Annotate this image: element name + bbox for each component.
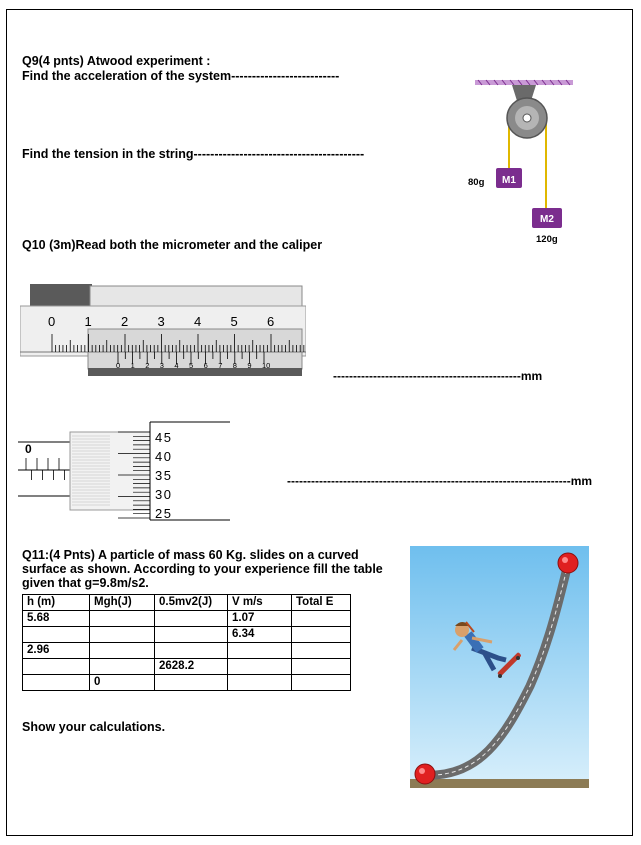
thimble-label: 40 bbox=[155, 449, 173, 464]
micrometer-sleeve-zero: 0 bbox=[25, 442, 32, 456]
q9-title: Q9(4 pnts) Atwood experiment : bbox=[22, 54, 211, 68]
q9-tension-prompt: Find the tension in the string----------------------------------------- bbox=[22, 147, 365, 161]
caliper-vernier-label: 6 bbox=[203, 361, 208, 370]
caliper-vernier-label: 7 bbox=[218, 361, 223, 370]
table-cell[interactable] bbox=[292, 627, 351, 643]
table-cell[interactable] bbox=[228, 659, 292, 675]
table-cell[interactable] bbox=[23, 659, 90, 675]
ball-top bbox=[558, 553, 578, 573]
calculations-prompt: Show your calculations. bbox=[22, 720, 166, 734]
header-ke: 0.5mv2(J) bbox=[155, 595, 228, 611]
table-cell[interactable] bbox=[155, 643, 228, 659]
caliper-vernier-label: 2 bbox=[145, 361, 150, 370]
mass-m1-label: M1 bbox=[502, 175, 516, 186]
thimble-label: 25 bbox=[155, 506, 173, 521]
q11-title: Q11:(4 Pnts) A particle of mass 60 Kg. slides on a curved surface as shown. According to your experience fill the table given that g=9.8m/s2. bbox=[22, 548, 383, 590]
caliper-main-label: 0 bbox=[48, 314, 56, 329]
thimble-label: 35 bbox=[155, 468, 173, 483]
caliper-jaw-top bbox=[30, 284, 92, 306]
table-cell[interactable]: 0 bbox=[90, 675, 155, 691]
header-mgh: Mgh(J) bbox=[90, 595, 155, 611]
table-cell[interactable] bbox=[155, 611, 228, 627]
thimble-label: 45 bbox=[155, 430, 173, 445]
caliper-main-label: 1 bbox=[84, 314, 92, 329]
table-cell[interactable] bbox=[292, 643, 351, 659]
table-cell[interactable]: 2628.2 bbox=[155, 659, 228, 675]
energy-table bbox=[22, 594, 351, 691]
caliper-vernier-label: 5 bbox=[189, 361, 194, 370]
caliper-main-label: 6 bbox=[267, 314, 275, 329]
table-cell[interactable] bbox=[292, 659, 351, 675]
micrometer-answer-line: -----------------------------------------------------------------------mm bbox=[287, 474, 593, 488]
table-cell[interactable]: 5.68 bbox=[23, 611, 90, 627]
caliper-vernier-label: 4 bbox=[174, 361, 179, 370]
micrometer-sleeve-scale bbox=[26, 458, 65, 480]
mass-m1-value: 80g bbox=[468, 177, 485, 188]
table-row bbox=[23, 611, 351, 627]
q9-acceleration-prompt: Find the acceleration of the system-------------------------- bbox=[22, 69, 340, 83]
caliper-main-label: 5 bbox=[230, 314, 238, 329]
curved-track-illustration bbox=[410, 546, 589, 788]
micrometer-thimble-labels bbox=[155, 430, 172, 521]
table-cell[interactable]: 2.96 bbox=[23, 643, 90, 659]
table-cell[interactable] bbox=[228, 675, 292, 691]
ground bbox=[410, 779, 589, 788]
caliper-vernier-label: 8 bbox=[232, 361, 237, 370]
table-cell[interactable] bbox=[155, 675, 228, 691]
table-row bbox=[23, 627, 351, 643]
header-total: Total E bbox=[292, 595, 351, 611]
q10-title: Q10 (3m)Read both the micrometer and the caliper bbox=[22, 238, 323, 252]
caliper-main-label: 3 bbox=[157, 314, 165, 329]
table-cell[interactable] bbox=[23, 627, 90, 643]
caliper-answer-line: -----------------------------------------------mm bbox=[333, 369, 543, 383]
table-cell[interactable] bbox=[155, 627, 228, 643]
table-cell[interactable] bbox=[292, 675, 351, 691]
caliper-main-label: 2 bbox=[121, 314, 129, 329]
table-row bbox=[23, 659, 351, 675]
table-cell[interactable] bbox=[292, 611, 351, 627]
thimble-label: 30 bbox=[155, 487, 173, 502]
table-cell[interactable] bbox=[90, 627, 155, 643]
table-row bbox=[23, 643, 351, 659]
table-row bbox=[23, 675, 351, 691]
micrometer-diagram bbox=[18, 420, 234, 522]
table-cell[interactable]: 1.07 bbox=[228, 611, 292, 627]
table-cell[interactable] bbox=[90, 611, 155, 627]
caliper-vernier-label: 1 bbox=[130, 361, 135, 370]
table-cell[interactable] bbox=[90, 643, 155, 659]
caliper-vernier-label: 9 bbox=[247, 361, 252, 370]
table-header-row bbox=[23, 595, 351, 611]
mass-m2-label: M2 bbox=[540, 214, 554, 225]
header-v: V m/s bbox=[228, 595, 292, 611]
table-cell[interactable] bbox=[228, 643, 292, 659]
caliper-vernier-label: 3 bbox=[159, 361, 164, 370]
caliper-vernier-label: 0 bbox=[116, 361, 121, 370]
table-cell[interactable]: 6.34 bbox=[228, 627, 292, 643]
mass-m2-value: 120g bbox=[536, 234, 558, 245]
table-cell[interactable] bbox=[90, 659, 155, 675]
caliper-main-label: 4 bbox=[194, 314, 202, 329]
header-h: h (m) bbox=[23, 595, 90, 611]
table-cell[interactable] bbox=[23, 675, 90, 691]
atwood-machine-diagram bbox=[460, 76, 585, 248]
ball-bottom bbox=[415, 764, 435, 784]
vernier-caliper-diagram bbox=[20, 282, 306, 378]
caliper-vernier-label: 10 bbox=[262, 361, 271, 370]
